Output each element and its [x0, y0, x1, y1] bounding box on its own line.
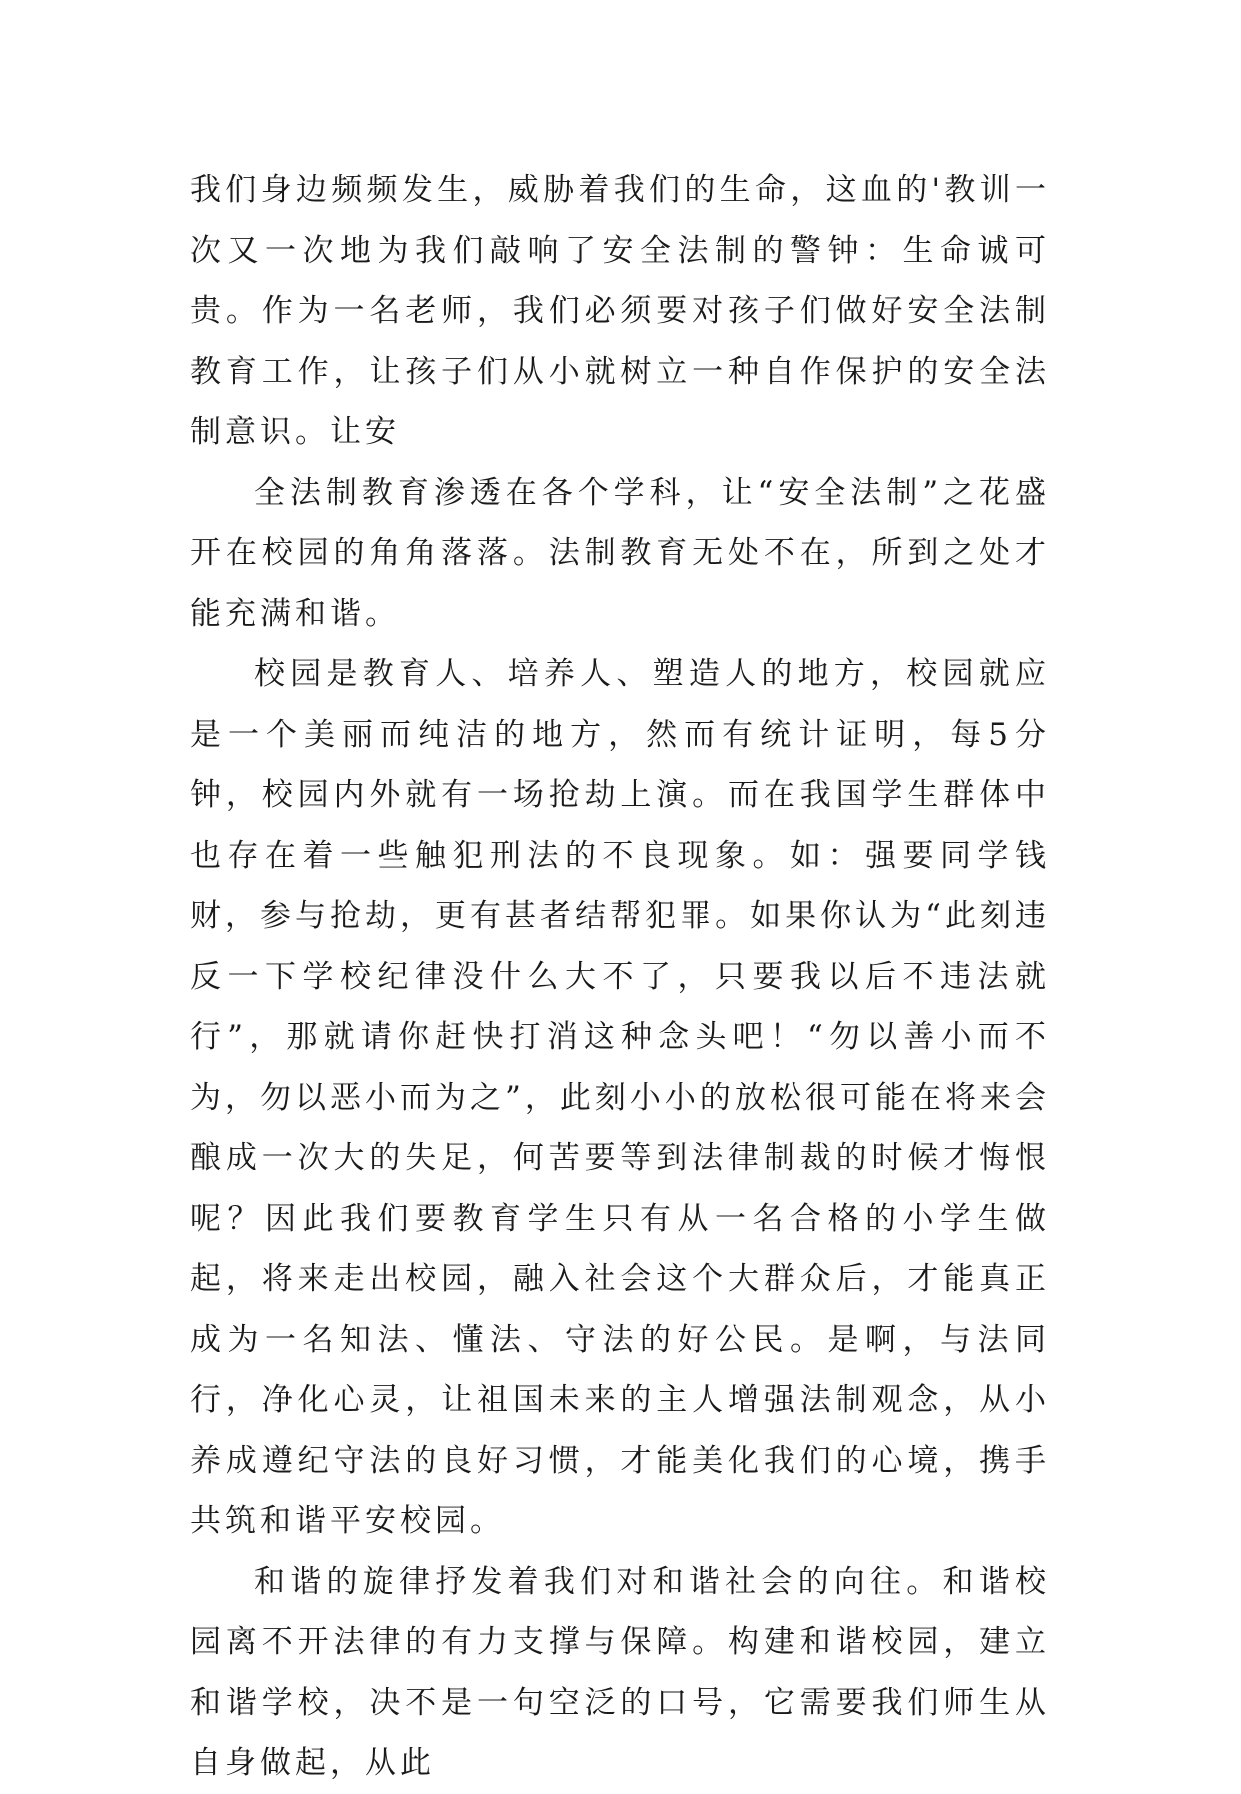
paragraph-4: 和谐的旋律抒发着我们对和谐社会的向往。和谐校园离不开法律的有力支撑与保障。构建和谐校园，建立和谐学校，决不是一句空泛的口号，它需要我们师生从自身做起，从此 — [190, 1563, 1050, 1781]
paragraph-2: 全法制教育渗透在各个学科，让“安全法制”之花盛开在校园的角角落落。法制教育无处不在，所到之处才能充满和谐。 — [190, 474, 1050, 632]
paragraph-1: 我们身边频频发生，威胁着我们的生命，这血的'教训一次又一次地为我们敲响了安全法制的警钟：生命诚可贵。作为一名老师，我们必须要对孩子们做好安全法制教育工作，让孩子们从小就树立一种自作保护的安全法制意识。让安 — [190, 172, 1050, 450]
document-body — [190, 160, 1050, 1794]
paragraph-3: 校园是教育人、培养人、塑造人的地方，校园就应是一个美丽而纯洁的地方，然而有统计证明，每5分钟，校园内外就有一场抢劫上演。而在我国学生群体中也存在着一些触犯刑法的不良现象。如：强要同学钱财，参与抢劫，更有甚者结帮犯罪。如果你认为“此刻违反一下学校纪律没什么大不了，只要我以后不违法就行”，那就请你赶快打消这种念头吧！“勿以善小而不为，勿以恶小而为之”，此刻小小的放松很可能在将来会酿成一次大的失足，何苦要等到法律制裁的时候才悔恨呢？因此我们要教育学生只有从一名合格的小学生做起，将来走出校园，融入社会这个大群众后，才能真正成为一名知法、懂法、守法的好公民。是啊，与法同行，净化心灵，让祖国未来的主人增强法制观念，从小养成遵纪守法的良好习惯，才能美化我们的心境，携手共筑和谐平安校园。 — [190, 656, 1050, 1539]
